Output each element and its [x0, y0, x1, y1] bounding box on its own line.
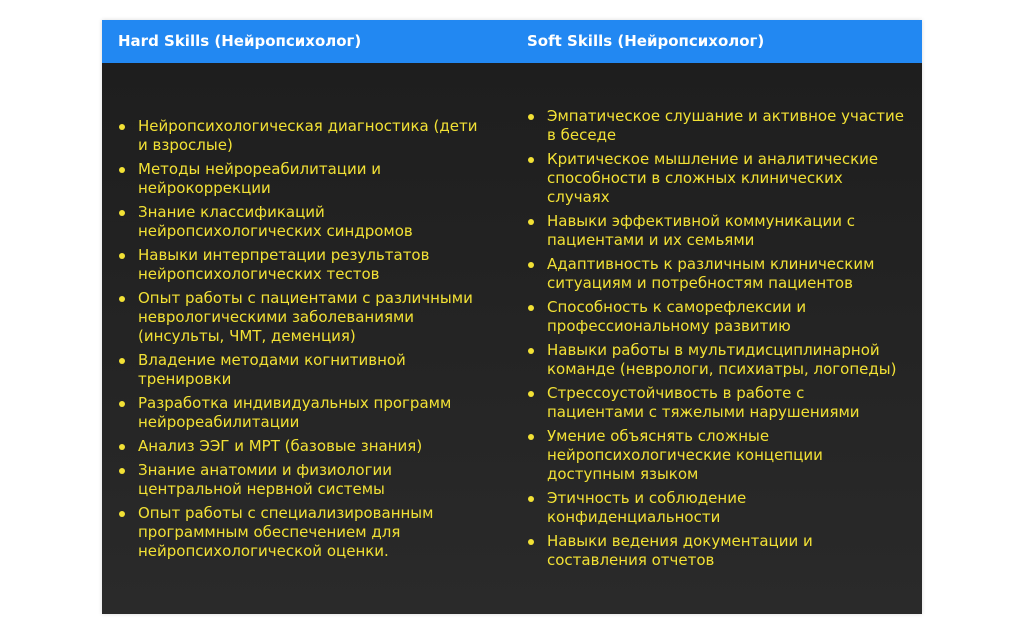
- hard-skill-text: Разработка индивидуальных программ нейрореабилитации: [138, 393, 452, 431]
- bullet-icon: [528, 262, 534, 268]
- hard-skill-text: Знание классификаций нейропсихологических синдромов: [138, 202, 413, 240]
- hard-skill-text: Методы нейрореабилитации и нейрокоррекции: [138, 159, 381, 197]
- hard-skill-text: Опыт работы с специализированным программным обеспечением для нейропсихологической оценки.: [138, 503, 434, 560]
- hard-skill-item: [118, 289, 488, 346]
- bullet-icon: [528, 539, 534, 545]
- soft-skill-item: [527, 107, 904, 145]
- bullet-icon: [119, 401, 125, 407]
- bullet-icon: [119, 253, 125, 259]
- bullet-icon: [528, 305, 534, 311]
- bullet-icon: [528, 391, 534, 397]
- hard-skill-item: [118, 117, 488, 155]
- hard-skill-item: [118, 203, 488, 241]
- bullet-icon: [119, 511, 125, 517]
- hard-skill-text: Опыт работы с пациентами с различными неврологическими заболеваниями (инсульты, ЧМТ, деменция): [138, 288, 473, 345]
- soft-skill-item: [527, 298, 904, 336]
- soft-skill-item: [527, 427, 904, 484]
- soft-skill-item: [527, 489, 904, 527]
- bullet-icon: [119, 468, 125, 474]
- soft-skill-text: Способность к саморефлексии и профессиональному развитию: [547, 298, 807, 335]
- bullet-icon: [528, 348, 534, 354]
- skills-table: [102, 20, 922, 614]
- hard-skill-text: Знание анатомии и физиологии центральной нервной системы: [138, 460, 392, 498]
- table-header: [102, 20, 922, 63]
- soft-skill-text: Навыки эффективной коммуникации с пациентами и их семьями: [547, 212, 856, 249]
- soft-skill-item: [527, 532, 904, 570]
- bullet-icon: [528, 496, 534, 502]
- hard-skill-item: [118, 351, 488, 389]
- soft-skill-item: [527, 255, 904, 293]
- hard-skill-item: [118, 437, 488, 456]
- hard-skill-item: [118, 504, 488, 561]
- bullet-icon: [119, 210, 125, 216]
- hard-skills-list: [118, 117, 488, 561]
- hard-skills-title: Hard Skills (Нейропсихолог): [118, 32, 362, 50]
- soft-skill-text: Стрессоустойчивость в работе с пациентами с тяжелыми нарушениями: [547, 384, 860, 421]
- soft-skill-text: Адаптивность к различным клиническим ситуациям и потребностям пациентов: [547, 255, 875, 292]
- table-body: [102, 63, 922, 614]
- soft-skill-text: Навыки ведения документации и составления отчетов: [547, 532, 813, 569]
- hard-skill-text: Нейропсихологическая диагностика (дети и взрослые): [138, 116, 478, 154]
- bullet-icon: [528, 219, 534, 225]
- bullet-icon: [119, 167, 125, 173]
- bullet-icon: [119, 358, 125, 364]
- soft-skills-column: [512, 63, 922, 614]
- hard-skill-item: [118, 246, 488, 284]
- hard-skills-column: [102, 63, 512, 614]
- hard-skill-item: [118, 461, 488, 499]
- bullet-icon: [528, 157, 534, 163]
- bullet-icon: [119, 444, 125, 450]
- hard-skill-item: [118, 394, 488, 432]
- soft-skill-item: [527, 384, 904, 422]
- soft-skills-list: [527, 107, 904, 570]
- soft-skill-text: Умение объяснять сложные нейропсихологические концепции доступным языком: [547, 427, 823, 483]
- soft-skills-title: Soft Skills (Нейропсихолог): [527, 32, 765, 50]
- soft-skill-text: Навыки работы в мультидисциплинарной команде (неврологи, психиатры, логопеды): [547, 341, 897, 378]
- soft-skill-item: [527, 150, 904, 207]
- hard-skill-item: [118, 160, 488, 198]
- bullet-icon: [119, 124, 125, 130]
- hard-skill-text: Владение методами когнитивной тренировки: [138, 350, 406, 388]
- soft-skill-text: Эмпатическое слушание и активное участие в беседе: [547, 107, 904, 144]
- soft-skill-text: Критическое мышление и аналитические способности в сложных клинических случаях: [547, 150, 879, 206]
- soft-skill-item: [527, 341, 904, 379]
- hard-skill-text: Навыки интерпретации результатов нейропсихологических тестов: [138, 245, 430, 283]
- hard-skill-text: Анализ ЭЭГ и МРТ (базовые знания): [138, 436, 423, 455]
- soft-skill-text: Этичность и соблюдение конфиденциальности: [547, 489, 747, 526]
- bullet-icon: [528, 434, 534, 440]
- bullet-icon: [528, 114, 534, 120]
- soft-skill-item: [527, 212, 904, 250]
- bullet-icon: [119, 296, 125, 302]
